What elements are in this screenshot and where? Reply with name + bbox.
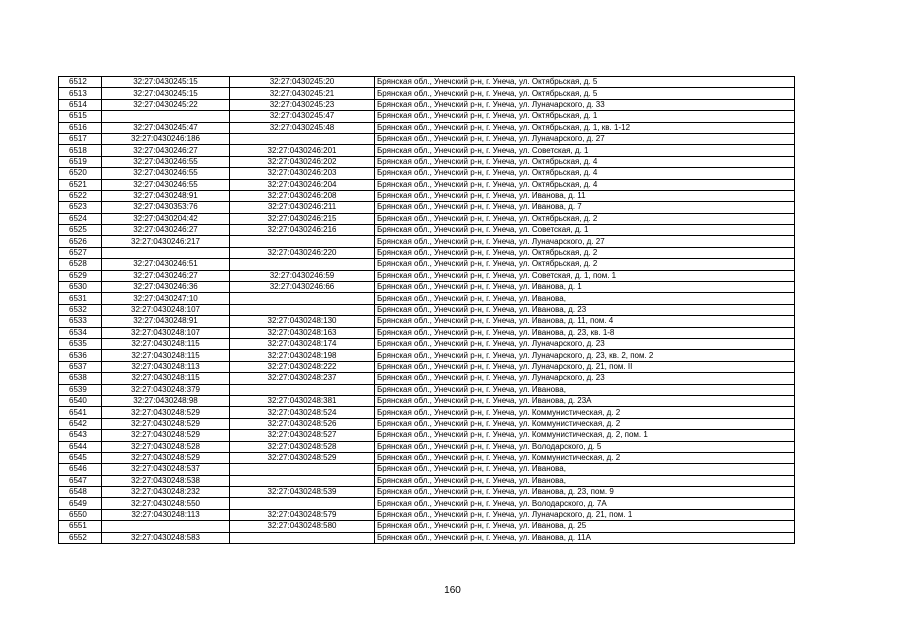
related-cadastral-number-cell — [230, 236, 375, 247]
table-row — [59, 464, 795, 475]
related-cadastral-number-cell: 32:27:0430245:20 — [230, 77, 375, 88]
cadastral-number-cell — [102, 111, 230, 122]
cadastral-number-cell: 32:27:0430248:529 — [102, 430, 230, 441]
address-cell: Брянская обл., Унечский р-н, г. Унеча, ул. Советская, д. 1, пом. 1 — [375, 270, 795, 281]
address-cell: Брянская обл., Унечский р-н, г. Унеча, ул. Октябрьская, д. 4 — [375, 168, 795, 179]
cadastral-number-cell: 32:27:0430245:47 — [102, 122, 230, 133]
row-number-cell: 6519 — [59, 156, 102, 167]
cadastral-number-cell: 32:27:0430245:22 — [102, 99, 230, 110]
table-row — [59, 452, 795, 463]
row-number-cell: 6540 — [59, 395, 102, 406]
table-row — [59, 190, 795, 201]
address-cell: Брянская обл., Унечский р-н, г. Унеча, ул. Коммунистическая, д. 2 — [375, 407, 795, 418]
table-row — [59, 316, 795, 327]
table-row — [59, 156, 795, 167]
related-cadastral-number-cell: 32:27:0430248:580 — [230, 521, 375, 532]
address-cell: Брянская обл., Унечский р-н, г. Унеча, ул. Иванова, д. 23А — [375, 395, 795, 406]
address-cell: Брянская обл., Унечский р-н, г. Унеча, ул. Октябрьская, д. 1 — [375, 111, 795, 122]
row-number-cell: 6527 — [59, 247, 102, 258]
table-row — [59, 145, 795, 156]
row-number-cell: 6542 — [59, 418, 102, 429]
address-cell: Брянская обл., Унечский р-н, г. Унеча, ул. Иванова, — [375, 293, 795, 304]
address-cell: Брянская обл., Унечский р-н, г. Унеча, ул. Луначарского, д. 21, пом. II — [375, 361, 795, 372]
address-cell: Брянская обл., Унечский р-н, г. Унеча, ул. Коммунистическая, д. 2, пом. 1 — [375, 430, 795, 441]
related-cadastral-number-cell: 32:27:0430248:526 — [230, 418, 375, 429]
address-cell: Брянская обл., Унечский р-н, г. Унеча, ул. Иванова, д. 11 — [375, 190, 795, 201]
row-number-cell: 6541 — [59, 407, 102, 418]
cadastral-number-cell: 32:27:0430246:55 — [102, 156, 230, 167]
cadastral-number-cell: 32:27:0430248:529 — [102, 418, 230, 429]
related-cadastral-number-cell: 32:27:0430246:201 — [230, 145, 375, 156]
table-row — [59, 77, 795, 88]
cadastral-number-cell: 32:27:0430248:538 — [102, 475, 230, 486]
row-number-cell: 6544 — [59, 441, 102, 452]
table-row — [59, 213, 795, 224]
related-cadastral-number-cell: 32:27:0430246:202 — [230, 156, 375, 167]
row-number-cell: 6518 — [59, 145, 102, 156]
cadastral-number-cell: 32:27:0430248:550 — [102, 498, 230, 509]
address-cell: Брянская обл., Унечский р-н, г. Унеча, ул. Октябрьская, д. 2 — [375, 247, 795, 258]
related-cadastral-number-cell: 32:27:0430248:528 — [230, 441, 375, 452]
address-cell: Брянская обл., Унечский р-н, г. Унеча, ул. Коммунистическая, д. 2 — [375, 418, 795, 429]
table-row — [59, 304, 795, 315]
table-row — [59, 133, 795, 144]
cadastral-number-cell — [102, 247, 230, 258]
address-cell: Брянская обл., Унечский р-н, г. Унеча, ул. Володарского, д. 7А — [375, 498, 795, 509]
related-cadastral-number-cell: 32:27:0430248:524 — [230, 407, 375, 418]
table-row — [59, 99, 795, 110]
related-cadastral-number-cell — [230, 259, 375, 270]
related-cadastral-number-cell: 32:27:0430248:381 — [230, 395, 375, 406]
row-number-cell: 6522 — [59, 190, 102, 201]
table-row — [59, 122, 795, 133]
address-cell: Брянская обл., Унечский р-н, г. Унеча, ул. Луначарского, д. 23 — [375, 338, 795, 349]
table-row — [59, 487, 795, 498]
related-cadastral-number-cell: 32:27:0430248:130 — [230, 316, 375, 327]
row-number-cell: 6532 — [59, 304, 102, 315]
cadastral-number-cell: 32:27:0430246:27 — [102, 145, 230, 156]
cadastral-number-cell: 32:27:0430248:115 — [102, 338, 230, 349]
cadastral-number-cell: 32:27:0430246:217 — [102, 236, 230, 247]
table-row — [59, 407, 795, 418]
address-cell: Брянская обл., Унечский р-н, г. Унеча, ул. Луначарского, д. 23 — [375, 373, 795, 384]
related-cadastral-number-cell — [230, 464, 375, 475]
cadastral-number-cell: 32:27:0430353:76 — [102, 202, 230, 213]
related-cadastral-number-cell: 32:27:0430248:579 — [230, 509, 375, 520]
registry-table-body — [59, 77, 795, 544]
address-cell: Брянская обл., Унечский р-н, г. Унеча, ул. Октябрьская, д. 2 — [375, 259, 795, 270]
row-number-cell: 6547 — [59, 475, 102, 486]
address-cell: Брянская обл., Унечский р-н, г. Унеча, ул. Октябрьская, д. 4 — [375, 179, 795, 190]
address-cell: Брянская обл., Унечский р-н, г. Унеча, ул. Октябрьская, д. 5 — [375, 88, 795, 99]
related-cadastral-number-cell — [230, 133, 375, 144]
cadastral-number-cell: 32:27:0430248:91 — [102, 190, 230, 201]
cadastral-number-cell: 32:27:0430248:379 — [102, 384, 230, 395]
row-number-cell: 6538 — [59, 373, 102, 384]
address-cell: Брянская обл., Унечский р-н, г. Унеча, ул. Иванова, д. 25 — [375, 521, 795, 532]
cadastral-number-cell: 32:27:0430246:186 — [102, 133, 230, 144]
row-number-cell: 6526 — [59, 236, 102, 247]
related-cadastral-number-cell: 32:27:0430246:204 — [230, 179, 375, 190]
related-cadastral-number-cell: 32:27:0430248:163 — [230, 327, 375, 338]
related-cadastral-number-cell — [230, 304, 375, 315]
table-row — [59, 225, 795, 236]
address-cell: Брянская обл., Унечский р-н, г. Унеча, ул. Луначарского, д. 21, пом. 1 — [375, 509, 795, 520]
cadastral-number-cell: 32:27:0430248:113 — [102, 361, 230, 372]
cadastral-number-cell: 32:27:0430248:529 — [102, 452, 230, 463]
row-number-cell: 6537 — [59, 361, 102, 372]
cadastral-number-cell: 32:27:0430248:529 — [102, 407, 230, 418]
address-cell: Брянская обл., Унечский р-н, г. Унеча, ул. Иванова, д. 7 — [375, 202, 795, 213]
cadastral-number-cell: 32:27:0430248:107 — [102, 304, 230, 315]
table-row — [59, 395, 795, 406]
address-cell: Брянская обл., Унечский р-н, г. Унеча, ул. Иванова, д. 23, кв. 1-8 — [375, 327, 795, 338]
row-number-cell: 6531 — [59, 293, 102, 304]
table-row — [59, 327, 795, 338]
cadastral-number-cell: 32:27:0430246:36 — [102, 282, 230, 293]
table-row — [59, 475, 795, 486]
related-cadastral-number-cell — [230, 498, 375, 509]
row-number-cell: 6534 — [59, 327, 102, 338]
related-cadastral-number-cell: 32:27:0430246:215 — [230, 213, 375, 224]
cadastral-number-cell: 32:27:0430204:42 — [102, 213, 230, 224]
address-cell: Брянская обл., Унечский р-н, г. Унеча, ул. Луначарского, д. 27 — [375, 133, 795, 144]
row-number-cell: 6525 — [59, 225, 102, 236]
address-cell: Брянская обл., Унечский р-н, г. Унеча, ул. Советская, д. 1 — [375, 145, 795, 156]
address-cell: Брянская обл., Унечский р-н, г. Унеча, ул. Советская, д. 1 — [375, 225, 795, 236]
cadastral-number-cell: 32:27:0430246:51 — [102, 259, 230, 270]
cadastral-number-cell: 32:27:0430248:115 — [102, 350, 230, 361]
table-row — [59, 361, 795, 372]
cadastral-number-cell: 32:27:0430248:537 — [102, 464, 230, 475]
row-number-cell: 6533 — [59, 316, 102, 327]
address-cell: Брянская обл., Унечский р-н, г. Унеча, ул. Октябрьская, д. 4 — [375, 156, 795, 167]
related-cadastral-number-cell: 32:27:0430246:220 — [230, 247, 375, 258]
table-row — [59, 282, 795, 293]
related-cadastral-number-cell — [230, 475, 375, 486]
table-row — [59, 179, 795, 190]
related-cadastral-number-cell: 32:27:0430246:66 — [230, 282, 375, 293]
address-cell: Брянская обл., Унечский р-н, г. Унеча, ул. Иванова, — [375, 475, 795, 486]
address-cell: Брянская обл., Унечский р-н, г. Унеча, ул. Коммунистическая, д. 2 — [375, 452, 795, 463]
related-cadastral-number-cell: 32:27:0430246:216 — [230, 225, 375, 236]
related-cadastral-number-cell: 32:27:0430246:203 — [230, 168, 375, 179]
cadastral-number-cell: 32:27:0430246:55 — [102, 168, 230, 179]
address-cell: Брянская обл., Унечский р-н, г. Унеча, ул. Иванова, д. 23, пом. 9 — [375, 487, 795, 498]
row-number-cell: 6523 — [59, 202, 102, 213]
address-cell: Брянская обл., Унечский р-н, г. Унеча, ул. Луначарского, д. 23, кв. 2, пом. 2 — [375, 350, 795, 361]
address-cell: Брянская обл., Унечский р-н, г. Унеча, ул. Иванова, д. 23 — [375, 304, 795, 315]
row-number-cell: 6536 — [59, 350, 102, 361]
table-row — [59, 350, 795, 361]
row-number-cell: 6552 — [59, 532, 102, 543]
table-row — [59, 247, 795, 258]
row-number-cell: 6548 — [59, 487, 102, 498]
related-cadastral-number-cell: 32:27:0430245:21 — [230, 88, 375, 99]
address-cell: Брянская обл., Унечский р-н, г. Унеча, ул. Луначарского, д. 33 — [375, 99, 795, 110]
cadastral-number-cell — [102, 521, 230, 532]
table-row — [59, 509, 795, 520]
table-row — [59, 293, 795, 304]
related-cadastral-number-cell: 32:27:0430248:222 — [230, 361, 375, 372]
related-cadastral-number-cell: 32:27:0430248:539 — [230, 487, 375, 498]
related-cadastral-number-cell: 32:27:0430245:48 — [230, 122, 375, 133]
table-row — [59, 111, 795, 122]
row-number-cell: 6517 — [59, 133, 102, 144]
registry-table — [58, 76, 795, 544]
cadastral-number-cell: 32:27:0430247:10 — [102, 293, 230, 304]
table-row — [59, 418, 795, 429]
table-row — [59, 168, 795, 179]
related-cadastral-number-cell: 32:27:0430245:47 — [230, 111, 375, 122]
related-cadastral-number-cell: 32:27:0430246:59 — [230, 270, 375, 281]
row-number-cell: 6551 — [59, 521, 102, 532]
row-number-cell: 6515 — [59, 111, 102, 122]
table-row — [59, 373, 795, 384]
row-number-cell: 6524 — [59, 213, 102, 224]
related-cadastral-number-cell — [230, 532, 375, 543]
page-number: 160 — [444, 585, 461, 596]
table-row — [59, 532, 795, 543]
address-cell: Брянская обл., Унечский р-н, г. Унеча, ул. Иванова, д. 11А — [375, 532, 795, 543]
address-cell: Брянская обл., Унечский р-н, г. Унеча, ул. Октябрьская, д. 5 — [375, 77, 795, 88]
cadastral-number-cell: 32:27:0430248:98 — [102, 395, 230, 406]
row-number-cell: 6546 — [59, 464, 102, 475]
cadastral-number-cell: 32:27:0430248:91 — [102, 316, 230, 327]
cadastral-number-cell: 32:27:0430248:113 — [102, 509, 230, 520]
address-cell: Брянская обл., Унечский р-н, г. Унеча, ул. Луначарского, д. 27 — [375, 236, 795, 247]
row-number-cell: 6535 — [59, 338, 102, 349]
cadastral-number-cell: 32:27:0430245:15 — [102, 88, 230, 99]
row-number-cell: 6545 — [59, 452, 102, 463]
address-cell: Брянская обл., Унечский р-н, г. Унеча, ул. Иванова, д. 1 — [375, 282, 795, 293]
table-row — [59, 498, 795, 509]
row-number-cell: 6543 — [59, 430, 102, 441]
row-number-cell: 6516 — [59, 122, 102, 133]
cadastral-number-cell: 32:27:0430248:232 — [102, 487, 230, 498]
address-cell: Брянская обл., Унечский р-н, г. Унеча, ул. Октябрьская, д. 1, кв. 1-12 — [375, 122, 795, 133]
row-number-cell: 6513 — [59, 88, 102, 99]
row-number-cell: 6530 — [59, 282, 102, 293]
table-row — [59, 236, 795, 247]
table-row — [59, 259, 795, 270]
table-row — [59, 270, 795, 281]
related-cadastral-number-cell: 32:27:0430248:529 — [230, 452, 375, 463]
related-cadastral-number-cell: 32:27:0430245:23 — [230, 99, 375, 110]
row-number-cell: 6529 — [59, 270, 102, 281]
table-row — [59, 430, 795, 441]
cadastral-number-cell: 32:27:0430248:528 — [102, 441, 230, 452]
table-row — [59, 202, 795, 213]
related-cadastral-number-cell: 32:27:0430248:237 — [230, 373, 375, 384]
row-number-cell: 6520 — [59, 168, 102, 179]
address-cell: Брянская обл., Унечский р-н, г. Унеча, ул. Володарского, д. 5 — [375, 441, 795, 452]
row-number-cell: 6550 — [59, 509, 102, 520]
table-row — [59, 338, 795, 349]
table-row — [59, 441, 795, 452]
table-row — [59, 384, 795, 395]
table-row — [59, 88, 795, 99]
related-cadastral-number-cell: 32:27:0430248:527 — [230, 430, 375, 441]
row-number-cell: 6514 — [59, 99, 102, 110]
row-number-cell: 6512 — [59, 77, 102, 88]
row-number-cell: 6528 — [59, 259, 102, 270]
cadastral-number-cell: 32:27:0430245:15 — [102, 77, 230, 88]
address-cell: Брянская обл., Унечский р-н, г. Унеча, ул. Иванова, д. 11, пом. 4 — [375, 316, 795, 327]
address-cell: Брянская обл., Унечский р-н, г. Унеча, ул. Иванова, — [375, 464, 795, 475]
cadastral-number-cell: 32:27:0430248:115 — [102, 373, 230, 384]
cadastral-number-cell: 32:27:0430246:27 — [102, 225, 230, 236]
table-row — [59, 521, 795, 532]
related-cadastral-number-cell: 32:27:0430248:174 — [230, 338, 375, 349]
related-cadastral-number-cell — [230, 293, 375, 304]
cadastral-number-cell: 32:27:0430246:55 — [102, 179, 230, 190]
row-number-cell: 6549 — [59, 498, 102, 509]
related-cadastral-number-cell: 32:27:0430246:211 — [230, 202, 375, 213]
cadastral-number-cell: 32:27:0430248:107 — [102, 327, 230, 338]
cadastral-number-cell: 32:27:0430248:583 — [102, 532, 230, 543]
related-cadastral-number-cell — [230, 384, 375, 395]
related-cadastral-number-cell: 32:27:0430248:198 — [230, 350, 375, 361]
cadastral-number-cell: 32:27:0430246:27 — [102, 270, 230, 281]
address-cell: Брянская обл., Унечский р-н, г. Унеча, ул. Иванова, — [375, 384, 795, 395]
related-cadastral-number-cell: 32:27:0430246:208 — [230, 190, 375, 201]
row-number-cell: 6539 — [59, 384, 102, 395]
row-number-cell: 6521 — [59, 179, 102, 190]
address-cell: Брянская обл., Унечский р-н, г. Унеча, ул. Октябрьская, д. 2 — [375, 213, 795, 224]
